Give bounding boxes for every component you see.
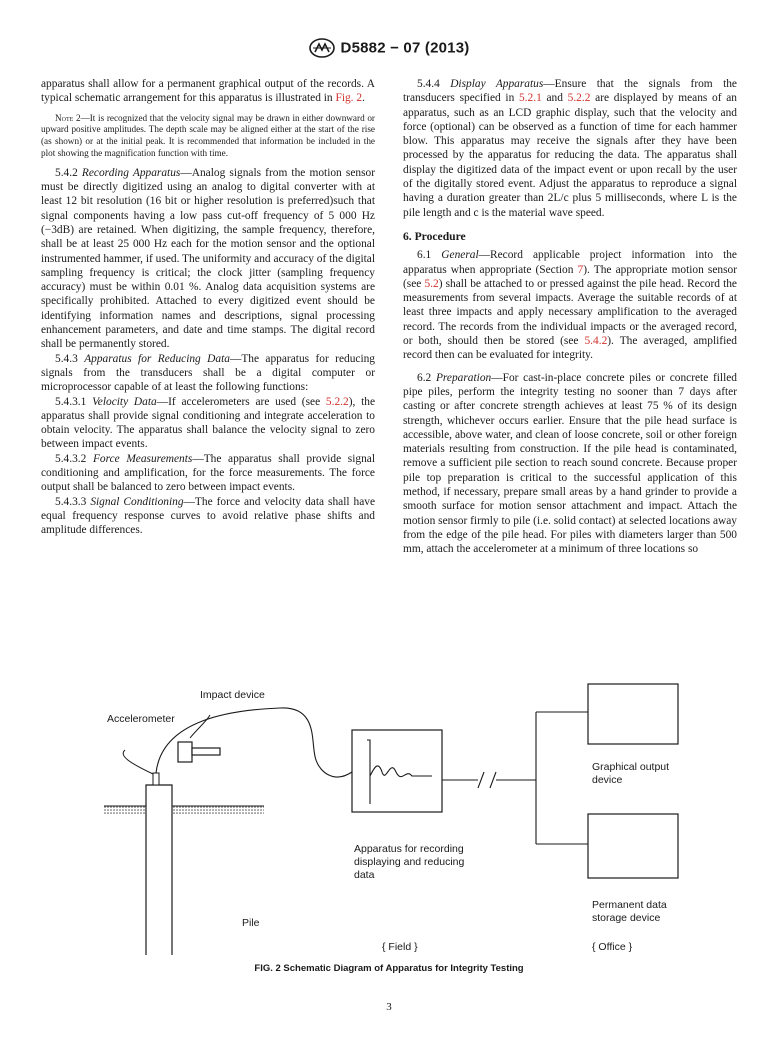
accelerometer-pointer xyxy=(123,750,153,774)
standard-designation: D5882 − 07 (2013) xyxy=(340,39,470,57)
note-2: Note 2—It is recognized that the velocity signal may be drawn in either downward or upward positive amplitudes. The depth scale may be aligned either at the start of the rise (as shown) or at the initial peak. It is recommended that information be included in the plot showing the magnification function with time. xyxy=(41,112,375,158)
link-5-2-2-b[interactable]: 5.2.2 xyxy=(567,92,591,105)
recording-apparatus-box xyxy=(352,730,442,812)
impact-device-pointer xyxy=(190,715,210,738)
label-apparatus-line-2: displaying and reducing xyxy=(354,856,465,868)
pile-shape xyxy=(146,785,172,955)
link-5-2-2[interactable]: 5.2.2 xyxy=(325,395,349,408)
graphical-output-box xyxy=(588,684,678,744)
ground-right xyxy=(172,806,264,814)
label-storage-line-1: Permanent data xyxy=(592,899,667,911)
label-impact-device: Impact device xyxy=(200,689,265,701)
apparatus-schematic-diagram xyxy=(80,680,690,955)
impact-device xyxy=(178,742,192,762)
left-column xyxy=(41,77,375,538)
astm-logo-icon xyxy=(309,38,335,58)
break-symbol-1 xyxy=(478,772,484,788)
label-storage-line-2: storage device xyxy=(592,912,661,924)
figure-caption: FIG. 2 Schematic Diagram of Apparatus for Integrity Testing xyxy=(254,963,524,974)
label-office: { Office } xyxy=(592,941,633,953)
paragraph-5-4-4: 5.4.4 Display Apparatus—Ensure that the signals from the transducers specified in 5.2.1 and 5.2.2 are displayed by means of an apparatus, such as an LCD graphic display, such that the velocity and force (optional) can be observed as a function of time for each hammer blow. This apparatus may receive the signals after they have been processed by the apparatus for reducing the data. The apparatus shall display the digitized data of the impact event or upon recall by the user of the digitally stored event. Adjust the apparatus to reproduce a signal having a duration greater than 2L/c plus 5 milliseconds, where L is the pile length and c is the material wave speed. xyxy=(403,78,737,219)
section-heading-procedure: 6. Procedure xyxy=(403,229,466,243)
paragraph-5-4-2: 5.4.2 Recording Apparatus—Analog signals from the motion sensor must be directly digitized using an analog to digital converter with at least 12 bit resolution (16 bit or higher resolution is preferred)such that signal components having a low pass cut-off frequency of 5 000 Hz (−3dB) are retained. When digitizing, the sample frequency, therefore, shall be at least 25 000 Hz each for the motion sensor and the optional instrumented hammer, if used. The uniformity and accuracy of the digital sampling frequency is critical; the clock jitter (sampling frequency accuracy) must be within 0.01 %. Analog data acquisition systems are specifically prohibited. Attached to every digitized event should be identifying information names and descriptions, signal processing enhancement parameters, and date and time stamps. The digital record shall be permanently stored. xyxy=(41,166,375,351)
paragraph-5-4-3-3: 5.4.3.3 Signal Conditioning—The force and velocity data shall have equal frequency response curves to avoid relative phase shifts and amplitude differences. xyxy=(41,495,376,537)
link-5-4-2[interactable]: 5.4.2 xyxy=(584,335,608,348)
page-header xyxy=(0,38,778,58)
link-5-2-1[interactable]: 5.2.1 xyxy=(518,92,542,105)
label-accelerometer: Accelerometer xyxy=(107,713,175,725)
right-column xyxy=(403,77,737,557)
link-section-7[interactable]: 7 xyxy=(577,263,584,276)
ground-left xyxy=(104,806,146,814)
break-symbol-2 xyxy=(490,772,496,788)
paragraph-5-4-1-end: apparatus shall allow for a permanent graphical output of the records. A typical schematic arrangement for this apparatus is illustrated in Fig. 2. xyxy=(41,78,375,105)
paragraph-5-4-3-1: 5.4.3.1 Velocity Data—If accelerometers are used (see 5.2.2), the apparatus shall provide signal conditioning and integrate acceleration to obtain velocity. The apparatus shall balance the velocity signal to zero between impact events. xyxy=(41,395,376,451)
paragraph-5-4-3: 5.4.3 Apparatus for Reducing Data—The apparatus for reducing signals from the transducers shall be a digital computer or microprocessor capable of at least the following functions: xyxy=(41,352,375,394)
label-graphical-output-line-2: device xyxy=(592,774,623,786)
link-5-2[interactable]: 5.2 xyxy=(424,277,439,290)
data-storage-box xyxy=(588,814,678,878)
impact-device-handle xyxy=(192,748,220,755)
label-pile: Pile xyxy=(242,917,260,929)
label-field: { Field } xyxy=(382,941,418,953)
label-graphical-output-line-1: Graphical output xyxy=(592,761,670,773)
label-apparatus-line-3: data xyxy=(354,869,375,881)
accelerometer-sensor xyxy=(153,773,159,785)
paragraph-6-2: 6.2 Preparation—For cast-in-place concrete piles or concrete filled pipe piles, perform the integrity testing no sooner than 7 days after casting or after concrete strength achieves at least 75 % of its design strength, whichever occurs earlier. Ensure that the pile head surface is accessible, above water, and clean of loose concrete, soil or other foreign materials resulting from construction. If the pile head is contaminated, remove a sufficient pile section to reach sound concrete. Because proper pile top preparation is critical to the successful application of this method, if necessary, prepare small areas by a hand grinder to provide a smooth surface for motion sensor attachment and impact. Attach the motion sensor firmly to pile (i.e. solid contact) at selected locations away from the edge of the pile head. For piles with diameters larger than 500 mm, attach the accelerometer at a minimum of three locations so xyxy=(403,371,737,556)
paragraph-6-1: 6.1 General—Record applicable project information into the apparatus when appropriate (Section 7). The appropriate motion sensor (see 5.2) shall be attached to or pressed against the pile head. Record the measurements from several impacts. Average the suitable records of at least three impacts and apply necessary amplification to the averaged record. The records from the individual impacts or the averaged record, or both, should then be stored (see 5.4.2). The averaged, amplified record then can be evaluated for integrity. xyxy=(403,249,738,362)
label-apparatus-line-1: Apparatus for recording xyxy=(354,843,464,855)
paragraph-5-4-3-2: 5.4.3.2 Force Measurements—The apparatus shall provide signal conditioning and amplification, for the force measurements. The force output shall be balanced to zero between impact events. xyxy=(41,452,375,494)
page-number: 3 xyxy=(386,1001,392,1013)
link-fig-2[interactable]: Fig. 2 xyxy=(335,92,363,105)
